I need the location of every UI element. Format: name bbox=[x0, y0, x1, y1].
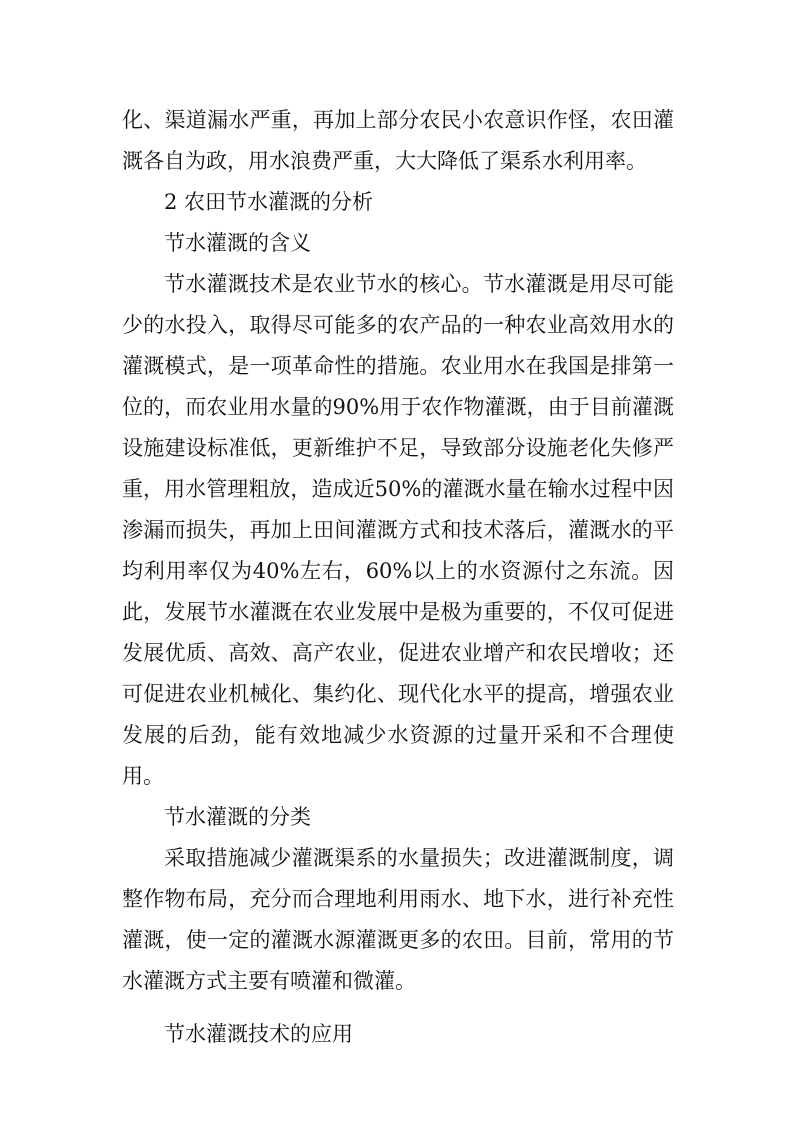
paragraph-meaning: 节水灌溉技术是农业节水的核心。节水灌溉是用尽可能少的水投入，取得尽可能多的农产品的一种农业高效用水的灌溉模式，是一项革命性的措施。农业用水在我国是排第一位的，而农业用水量的90%用于农作物灌溉，由于目前灌溉设施建设标准低，更新维护不足，导致部分设施老化失修严重，用水管理粗放，造成近50%的灌溉水量在输水过程中因渗漏而损失，再加上田间灌溉方式和技术落后，灌溉水的平均利用率仅为40%左右，60%以上的水资源付之东流。因此，发展节水灌溉在农业发展中是极为重要的，不仅可促进发展优质、高效、高产农业，促进农业增产和农民增收；还可促进农业机械化、集约化、现代化水平的提高，增强农业发展的后劲，能有效地减少水资源的过量开采和不合理使用。 bbox=[122, 272, 674, 788]
paragraph-continuation: 化、渠道漏水严重，再加上部分农民小农意识作怪，农田灌溉各自为政，用水浪费严重，大大降低了渠系水利用率。 bbox=[122, 108, 674, 173]
paragraph-classification: 采取措施减少灌溉渠系的水量损失；改进灌溉制度，调整作物布局，充分而合理地利用雨水、地下水，进行补充性灌溉，使一定的灌溉水源灌溉更多的农田。目前，常用的节水灌溉方式主要有喷灌和微灌。 bbox=[122, 846, 674, 993]
section-heading: 2 农田节水灌溉的分析 bbox=[164, 190, 374, 214]
subsection-heading-application: 节水灌溉技术的应用 bbox=[164, 1022, 353, 1046]
document-body bbox=[122, 100, 674, 1055]
subsection-heading-meaning: 节水灌溉的含义 bbox=[164, 231, 311, 255]
subsection-heading-classification: 节水灌溉的分类 bbox=[164, 805, 311, 829]
